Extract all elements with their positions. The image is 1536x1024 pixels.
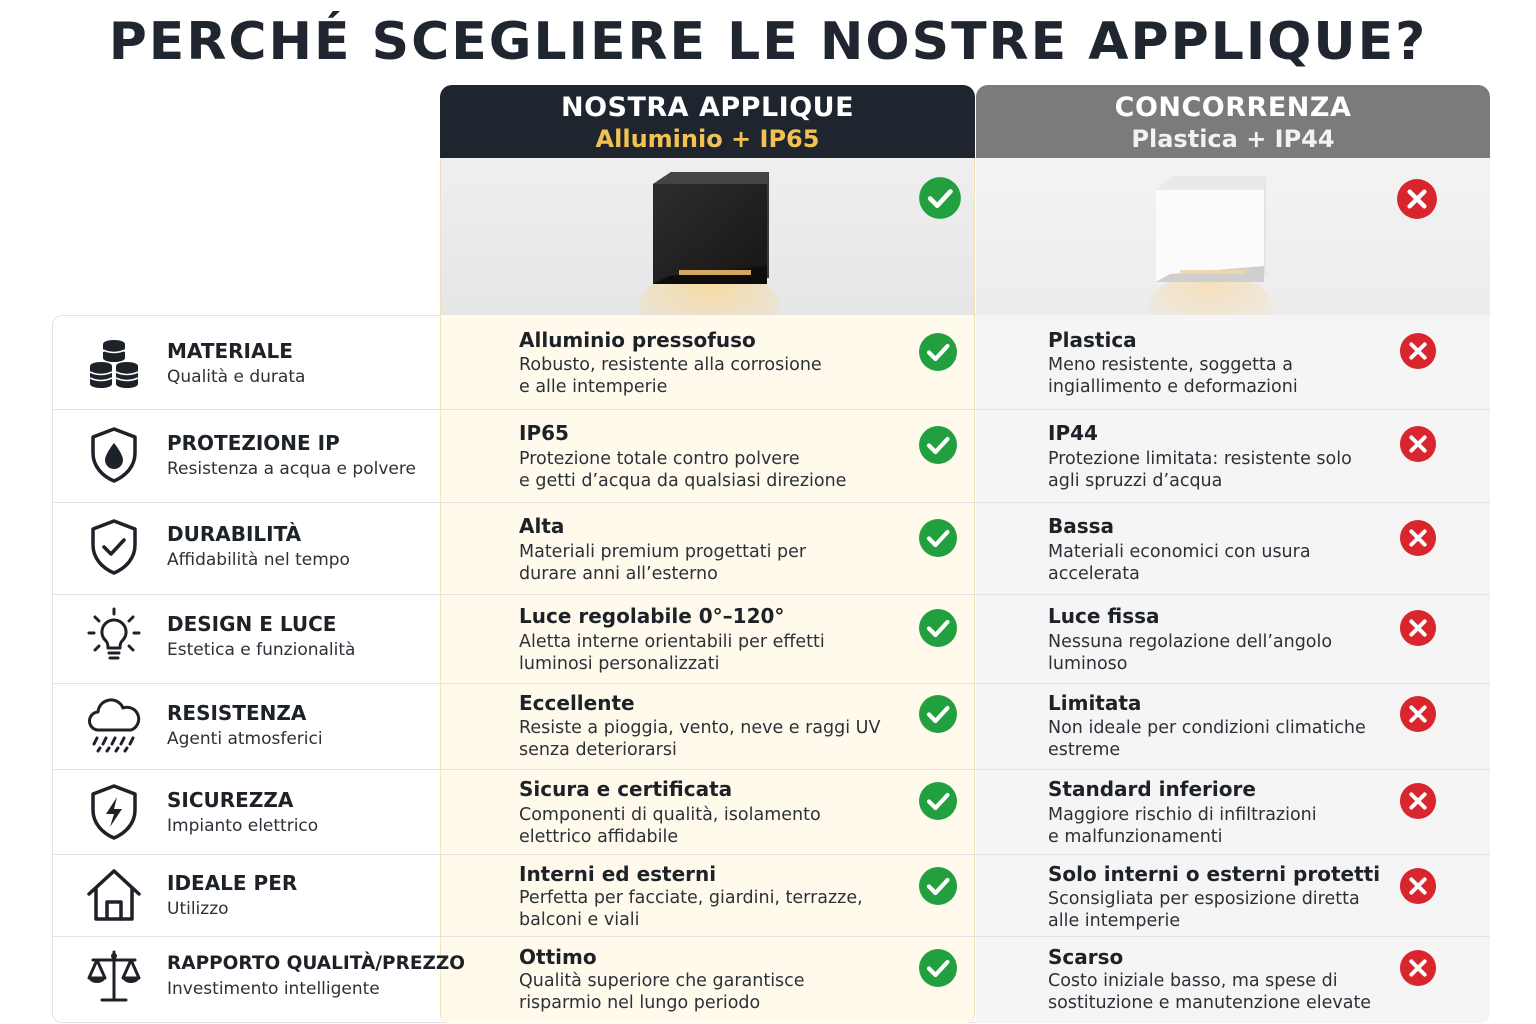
competition-value-desc-line2: accelerata [1048, 564, 1140, 584]
row-divider [52, 502, 1490, 503]
feature-title-ideale-per: IDEALE PER [167, 871, 298, 895]
ours-value-desc-line2: risparmio nel lungo periodo [519, 993, 761, 1013]
feature-subtitle-resistenza: Agenti atmosferici [167, 729, 323, 749]
row-divider [52, 409, 1490, 410]
competition-value-desc-line2: ingiallimento e deformazioni [1048, 377, 1298, 397]
competition-value-desc-line1: Sconsigliata per esposizione diretta [1048, 889, 1360, 909]
check-icon [918, 425, 958, 465]
check-icon [918, 866, 958, 906]
ours-value-desc-line1: Qualità superiore che garantisce [519, 971, 805, 991]
competition-value-title: Luce fissa [1048, 604, 1160, 628]
feature-subtitle-ideale-per: Utilizzo [167, 899, 229, 919]
shield-bolt-icon [85, 783, 143, 841]
ours-product-image-panel [440, 158, 975, 315]
coins-stack-icon [85, 336, 143, 394]
ours-value-desc-line2: senza deteriorarsi [519, 740, 677, 760]
row-divider [52, 594, 1490, 595]
competition-value-desc-line1: Nessuna regolazione dell’angolo [1048, 632, 1333, 652]
row-divider [52, 769, 1490, 770]
competition-header-subtitle: Plastica + IP44 [1131, 125, 1335, 153]
cross-icon [1399, 867, 1437, 905]
ours-value-desc-line2: e getti d’acqua da qualsiasi direzione [519, 471, 847, 491]
ours-value-desc-line2: elettrico affidabile [519, 827, 679, 847]
ours-value-desc-line1: Robusto, resistente alla corrosione [519, 355, 822, 375]
competition-value-desc-line1: Costo iniziale basso, ma spese di [1048, 971, 1338, 991]
ours-header-subtitle: Alluminio + IP65 [595, 125, 820, 153]
feature-subtitle-sicurezza: Impianto elettrico [167, 816, 319, 836]
competition-value-desc-line1: Maggiore rischio di infiltrazioni [1048, 805, 1317, 825]
row-divider [52, 854, 1490, 855]
ours-value-desc-line2: luminosi personalizzati [519, 654, 720, 674]
feature-subtitle-rapporto-qualita-prezzo: Investimento intelligente [167, 979, 380, 999]
cross-icon [1399, 425, 1437, 463]
ours-value-desc-line1: Protezione totale contro polvere [519, 449, 800, 469]
competition-value-desc-line2: e malfunzionamenti [1048, 827, 1223, 847]
ours-value-desc-line1: Aletta interne orientabili per effetti [519, 632, 825, 652]
check-icon [918, 332, 958, 372]
feature-subtitle-protezione-ip: Resistenza a acqua e polvere [167, 459, 416, 479]
cross-icon [1399, 949, 1437, 987]
competition-value-title: Standard inferiore [1048, 777, 1256, 801]
ours-value-title: Eccellente [519, 691, 635, 715]
check-icon [918, 694, 958, 734]
page-title: PERCHÉ SCEGLIERE LE NOSTRE APPLIQUE? [108, 12, 1428, 72]
ours-column-header [440, 85, 975, 158]
competition-value-desc-line1: Protezione limitata: resistente solo [1048, 449, 1352, 469]
cross-icon [1399, 695, 1437, 733]
feature-title-durabilita: DURABILITÀ [167, 522, 302, 546]
rain-cloud-icon [85, 696, 143, 754]
check-icon [918, 608, 958, 648]
ours-value-title: Sicura e certificata [519, 777, 733, 801]
ours-value-title: Interni ed esterni [519, 862, 717, 886]
ours-value-desc-line1: Materiali premium progettati per [519, 542, 807, 562]
ours-value-desc-line1: Componenti di qualità, isolamento [519, 805, 821, 825]
check-icon [918, 518, 958, 558]
ours-value-title: Ottimo [519, 945, 597, 969]
feature-title-sicurezza: SICUREZZA [167, 788, 294, 812]
competition-image-cross-icon [1396, 178, 1438, 220]
competition-value-title: Solo interni o esterni protetti [1048, 862, 1381, 886]
ours-value-title: Luce regolabile 0°–120° [519, 604, 785, 628]
feature-subtitle-materiale: Qualità e durata [167, 367, 306, 387]
ours-value-desc-line1: Perfetta per facciate, giardini, terrazze, [519, 888, 863, 908]
competition-value-desc-line2: alle intemperie [1048, 911, 1181, 931]
competition-value-desc-line1: Materiali economici con usura [1048, 542, 1311, 562]
black-wall-light-image [441, 158, 976, 315]
competition-value-title: Scarso [1048, 945, 1124, 969]
feature-title-design-e-luce: DESIGN E LUCE [167, 612, 337, 636]
feature-title-materiale: MATERIALE [167, 339, 293, 363]
competition-product-image-panel [976, 158, 1490, 315]
ours-value-title: Alluminio pressofuso [519, 328, 756, 352]
ours-image-check-icon [918, 176, 962, 220]
competition-value-desc-line1: Non ideale per condizioni climatiche [1048, 718, 1366, 738]
cross-icon [1399, 609, 1437, 647]
competition-value-title: Plastica [1048, 328, 1137, 352]
check-icon [918, 781, 958, 821]
competition-value-title: Limitata [1048, 691, 1142, 715]
row-divider [52, 936, 1490, 937]
ours-value-desc-line2: balconi e viali [519, 910, 640, 930]
feature-subtitle-durabilita: Affidabilità nel tempo [167, 550, 350, 570]
feature-title-protezione-ip: PROTEZIONE IP [167, 431, 340, 455]
shield-drop-icon [85, 426, 143, 484]
ours-value-title: IP65 [519, 421, 569, 445]
competition-value-desc-line2: luminoso [1048, 654, 1128, 674]
competition-value-title: Bassa [1048, 514, 1115, 538]
cross-icon [1399, 782, 1437, 820]
competition-column-header [976, 85, 1490, 158]
cross-icon [1399, 332, 1437, 370]
competition-value-desc-line2: estreme [1048, 740, 1121, 760]
ours-value-desc-line1: Resiste a pioggia, vento, neve e raggi UV [519, 718, 881, 738]
ours-value-desc-line2: durare anni all’esterno [519, 564, 718, 584]
ours-value-desc-line2: e alle intemperie [519, 377, 668, 397]
cross-icon [1399, 519, 1437, 557]
house-icon [85, 866, 143, 924]
check-icon [918, 948, 958, 988]
lightbulb-icon [85, 606, 143, 664]
row-divider [52, 683, 1490, 684]
ours-header-title: NOSTRA APPLIQUE [560, 92, 855, 123]
feature-title-resistenza: RESISTENZA [167, 701, 307, 725]
feature-subtitle-design-e-luce: Estetica e funzionalità [167, 640, 356, 660]
competition-value-title: IP44 [1048, 421, 1098, 445]
balance-scale-icon [85, 948, 143, 1006]
ours-value-title: Alta [519, 514, 565, 538]
competition-header-title: CONCORRENZA [1114, 92, 1352, 123]
competition-value-desc-line1: Meno resistente, soggetta a [1048, 355, 1293, 375]
shield-check-icon [85, 518, 143, 576]
competition-value-desc-line2: agli spruzzi d’acqua [1048, 471, 1223, 491]
competition-value-desc-line2: sostituzione e manutenzione elevate [1048, 993, 1372, 1013]
feature-title-rapporto-qualita-prezzo: RAPPORTO QUALITÀ/PREZZO [167, 953, 466, 974]
